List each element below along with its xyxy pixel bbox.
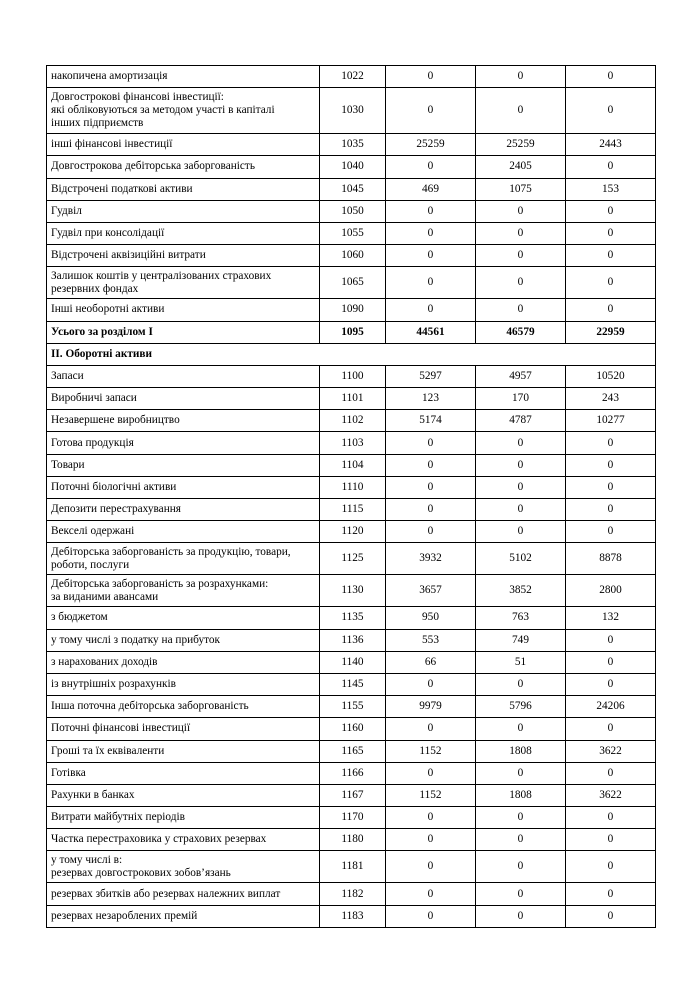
line-code: 1104 [320, 454, 386, 476]
value-cell: 0 [566, 829, 656, 851]
value-cell: 0 [476, 267, 566, 299]
value-cell: 950 [386, 607, 476, 629]
value-cell: 0 [386, 245, 476, 267]
table-row [47, 762, 656, 784]
line-item-name: Відстрочені податкові активи [47, 178, 320, 200]
value-cell: 1808 [476, 784, 566, 806]
value-cell: 5796 [476, 696, 566, 718]
table-row [47, 267, 656, 299]
table-row [47, 222, 656, 244]
table-row [47, 245, 656, 267]
value-cell: 0 [476, 829, 566, 851]
value-cell: 0 [476, 807, 566, 829]
line-item-name: Виробничі запаси [47, 388, 320, 410]
table-row [47, 432, 656, 454]
line-item-name: Векселі одержані [47, 521, 320, 543]
line-code: 1102 [320, 410, 386, 432]
line-code: 1030 [320, 88, 386, 134]
value-cell: 4957 [476, 365, 566, 387]
line-code: 1100 [320, 365, 386, 387]
value-cell: 0 [566, 883, 656, 905]
line-code: 1115 [320, 499, 386, 521]
line-item-name: з бюджетом [47, 607, 320, 629]
value-cell: 0 [476, 762, 566, 784]
line-code: 1136 [320, 629, 386, 651]
value-cell: 3852 [476, 575, 566, 607]
value-cell: 0 [566, 673, 656, 695]
value-cell: 44561 [386, 321, 476, 343]
line-item-name: Інша поточна дебіторська заборгованість [47, 696, 320, 718]
line-code: 1166 [320, 762, 386, 784]
line-item-name: Відстрочені аквізиційні витрати [47, 245, 320, 267]
table-row [47, 673, 656, 695]
section-header-row [47, 343, 656, 365]
line-code: 1135 [320, 607, 386, 629]
table-row [47, 607, 656, 629]
value-cell: 0 [566, 807, 656, 829]
line-code: 1130 [320, 575, 386, 607]
table-row [47, 851, 656, 883]
value-cell: 1152 [386, 784, 476, 806]
table-row [47, 410, 656, 432]
line-code: 1035 [320, 134, 386, 156]
table-row [47, 696, 656, 718]
section-title: II. Оборотні активи [47, 343, 656, 365]
line-code: 1180 [320, 829, 386, 851]
value-cell: 243 [566, 388, 656, 410]
table-row [47, 66, 656, 88]
line-item-name: Запаси [47, 365, 320, 387]
line-item-name: Дебіторська заборгованість за розрахунками: за виданими авансами [47, 575, 320, 607]
line-item-name: інші фінансові інвестиції [47, 134, 320, 156]
value-cell: 0 [386, 454, 476, 476]
value-cell: 2405 [476, 156, 566, 178]
line-item-name: Готівка [47, 762, 320, 784]
line-item-name: Довгострокова дебіторська заборгованість [47, 156, 320, 178]
value-cell: 0 [566, 499, 656, 521]
value-cell: 0 [386, 267, 476, 299]
line-item-name: Поточні фінансові інвестиції [47, 718, 320, 740]
line-code: 1110 [320, 476, 386, 498]
table-row [47, 807, 656, 829]
line-item-name: Рахунки в банках [47, 784, 320, 806]
value-cell: 0 [566, 432, 656, 454]
value-cell: 0 [566, 905, 656, 927]
table-row [47, 476, 656, 498]
value-cell: 2443 [566, 134, 656, 156]
line-code: 1167 [320, 784, 386, 806]
value-cell: 24206 [566, 696, 656, 718]
value-cell: 0 [476, 200, 566, 222]
value-cell: 123 [386, 388, 476, 410]
value-cell: 553 [386, 629, 476, 651]
line-code: 1165 [320, 740, 386, 762]
value-cell: 0 [386, 829, 476, 851]
value-cell: 1808 [476, 740, 566, 762]
line-item-name: Поточні біологічні активи [47, 476, 320, 498]
table-row [47, 321, 656, 343]
value-cell: 8878 [566, 543, 656, 575]
line-code: 1065 [320, 267, 386, 299]
value-cell: 0 [476, 905, 566, 927]
value-cell: 0 [566, 454, 656, 476]
line-item-name: Дебіторська заборгованість за продукцію, товари, роботи, послуги [47, 543, 320, 575]
value-cell: 0 [566, 762, 656, 784]
line-code: 1170 [320, 807, 386, 829]
line-code: 1022 [320, 66, 386, 88]
value-cell: 4787 [476, 410, 566, 432]
line-item-name: Усього за розділом I [47, 321, 320, 343]
line-code: 1095 [320, 321, 386, 343]
value-cell: 5102 [476, 543, 566, 575]
line-code: 1145 [320, 673, 386, 695]
line-item-name: з нарахованих доходів [47, 651, 320, 673]
value-cell: 0 [476, 851, 566, 883]
line-code: 1090 [320, 299, 386, 321]
table-row [47, 905, 656, 927]
balance-sheet-body [47, 66, 656, 928]
line-code: 1120 [320, 521, 386, 543]
value-cell: 0 [386, 762, 476, 784]
value-cell: 3622 [566, 784, 656, 806]
line-item-name: Товари [47, 454, 320, 476]
table-row [47, 718, 656, 740]
value-cell: 0 [476, 718, 566, 740]
value-cell: 0 [386, 905, 476, 927]
value-cell: 5174 [386, 410, 476, 432]
value-cell: 3657 [386, 575, 476, 607]
line-item-name: Гудвіл [47, 200, 320, 222]
value-cell: 1152 [386, 740, 476, 762]
table-row [47, 543, 656, 575]
table-row [47, 178, 656, 200]
line-code: 1155 [320, 696, 386, 718]
table-row [47, 651, 656, 673]
value-cell: 0 [386, 883, 476, 905]
value-cell: 0 [476, 299, 566, 321]
value-cell: 0 [386, 673, 476, 695]
value-cell: 0 [566, 245, 656, 267]
value-cell: 0 [476, 222, 566, 244]
line-item-name: у тому числі з податку на прибуток [47, 629, 320, 651]
table-row [47, 134, 656, 156]
value-cell: 0 [566, 222, 656, 244]
value-cell: 0 [386, 299, 476, 321]
value-cell: 2800 [566, 575, 656, 607]
value-cell: 51 [476, 651, 566, 673]
value-cell: 0 [566, 267, 656, 299]
table-row [47, 575, 656, 607]
line-item-name: із внутрішніх розрахунків [47, 673, 320, 695]
line-code: 1125 [320, 543, 386, 575]
value-cell: 0 [386, 156, 476, 178]
value-cell: 0 [386, 476, 476, 498]
value-cell: 0 [476, 88, 566, 134]
balance-sheet-table [46, 65, 656, 928]
value-cell: 0 [386, 66, 476, 88]
value-cell: 0 [386, 432, 476, 454]
value-cell: 1075 [476, 178, 566, 200]
value-cell: 0 [566, 66, 656, 88]
table-row [47, 740, 656, 762]
value-cell: 0 [386, 200, 476, 222]
line-item-name: Депозити перестрахування [47, 499, 320, 521]
line-code: 1103 [320, 432, 386, 454]
value-cell: 0 [386, 718, 476, 740]
value-cell: 0 [476, 454, 566, 476]
value-cell: 0 [566, 651, 656, 673]
value-cell: 22959 [566, 321, 656, 343]
value-cell: 749 [476, 629, 566, 651]
value-cell: 10520 [566, 365, 656, 387]
table-row [47, 365, 656, 387]
value-cell: 0 [386, 807, 476, 829]
value-cell: 0 [476, 499, 566, 521]
value-cell: 170 [476, 388, 566, 410]
line-item-name: Залишок коштів у централізованих страхових резервних фондах [47, 267, 320, 299]
value-cell: 0 [476, 521, 566, 543]
line-code: 1060 [320, 245, 386, 267]
line-item-name: резервах збитків або резервах належних виплат [47, 883, 320, 905]
value-cell: 0 [566, 629, 656, 651]
value-cell: 25259 [476, 134, 566, 156]
table-row [47, 521, 656, 543]
table-row [47, 829, 656, 851]
line-item-name: у тому числі в: резервах довгострокових зобов’язань [47, 851, 320, 883]
value-cell: 0 [386, 222, 476, 244]
line-code: 1140 [320, 651, 386, 673]
line-item-name: Довгострокові фінансові інвестиції: які обліковуються за методом участі в капіталі інших підприємств [47, 88, 320, 134]
value-cell: 0 [476, 432, 566, 454]
line-code: 1050 [320, 200, 386, 222]
line-code: 1101 [320, 388, 386, 410]
table-row [47, 299, 656, 321]
value-cell: 469 [386, 178, 476, 200]
value-cell: 66 [386, 651, 476, 673]
value-cell: 0 [566, 299, 656, 321]
value-cell: 0 [476, 673, 566, 695]
value-cell: 0 [476, 66, 566, 88]
line-code: 1160 [320, 718, 386, 740]
line-code: 1182 [320, 883, 386, 905]
table-row [47, 629, 656, 651]
table-row [47, 156, 656, 178]
table-row [47, 454, 656, 476]
table-row [47, 88, 656, 134]
value-cell: 3932 [386, 543, 476, 575]
table-row [47, 883, 656, 905]
line-item-name: Гудвіл при консолідації [47, 222, 320, 244]
value-cell: 0 [386, 521, 476, 543]
value-cell: 46579 [476, 321, 566, 343]
value-cell: 0 [386, 499, 476, 521]
table-row [47, 499, 656, 521]
value-cell: 0 [386, 88, 476, 134]
line-item-name: Частка перестраховика у страхових резервах [47, 829, 320, 851]
value-cell: 763 [476, 607, 566, 629]
table-row [47, 388, 656, 410]
line-code: 1045 [320, 178, 386, 200]
value-cell: 0 [566, 476, 656, 498]
table-row [47, 784, 656, 806]
value-cell: 0 [476, 476, 566, 498]
value-cell: 9979 [386, 696, 476, 718]
value-cell: 0 [566, 718, 656, 740]
line-item-name: Незавершене виробництво [47, 410, 320, 432]
value-cell: 0 [566, 156, 656, 178]
value-cell: 132 [566, 607, 656, 629]
value-cell: 0 [476, 883, 566, 905]
line-item-name: Готова продукція [47, 432, 320, 454]
value-cell: 10277 [566, 410, 656, 432]
value-cell: 153 [566, 178, 656, 200]
table-row [47, 200, 656, 222]
value-cell: 0 [566, 851, 656, 883]
line-code: 1055 [320, 222, 386, 244]
value-cell: 0 [566, 521, 656, 543]
value-cell: 0 [476, 245, 566, 267]
value-cell: 0 [386, 851, 476, 883]
value-cell: 3622 [566, 740, 656, 762]
value-cell: 0 [566, 200, 656, 222]
line-item-name: Витрати майбутніх періодів [47, 807, 320, 829]
line-item-name: Інші необоротні активи [47, 299, 320, 321]
value-cell: 5297 [386, 365, 476, 387]
line-item-name: Гроші та їх еквіваленти [47, 740, 320, 762]
line-code: 1181 [320, 851, 386, 883]
value-cell: 25259 [386, 134, 476, 156]
value-cell: 0 [566, 88, 656, 134]
line-item-name: резервах незароблених премій [47, 905, 320, 927]
line-item-name: накопичена амортизація [47, 66, 320, 88]
line-code: 1183 [320, 905, 386, 927]
line-code: 1040 [320, 156, 386, 178]
